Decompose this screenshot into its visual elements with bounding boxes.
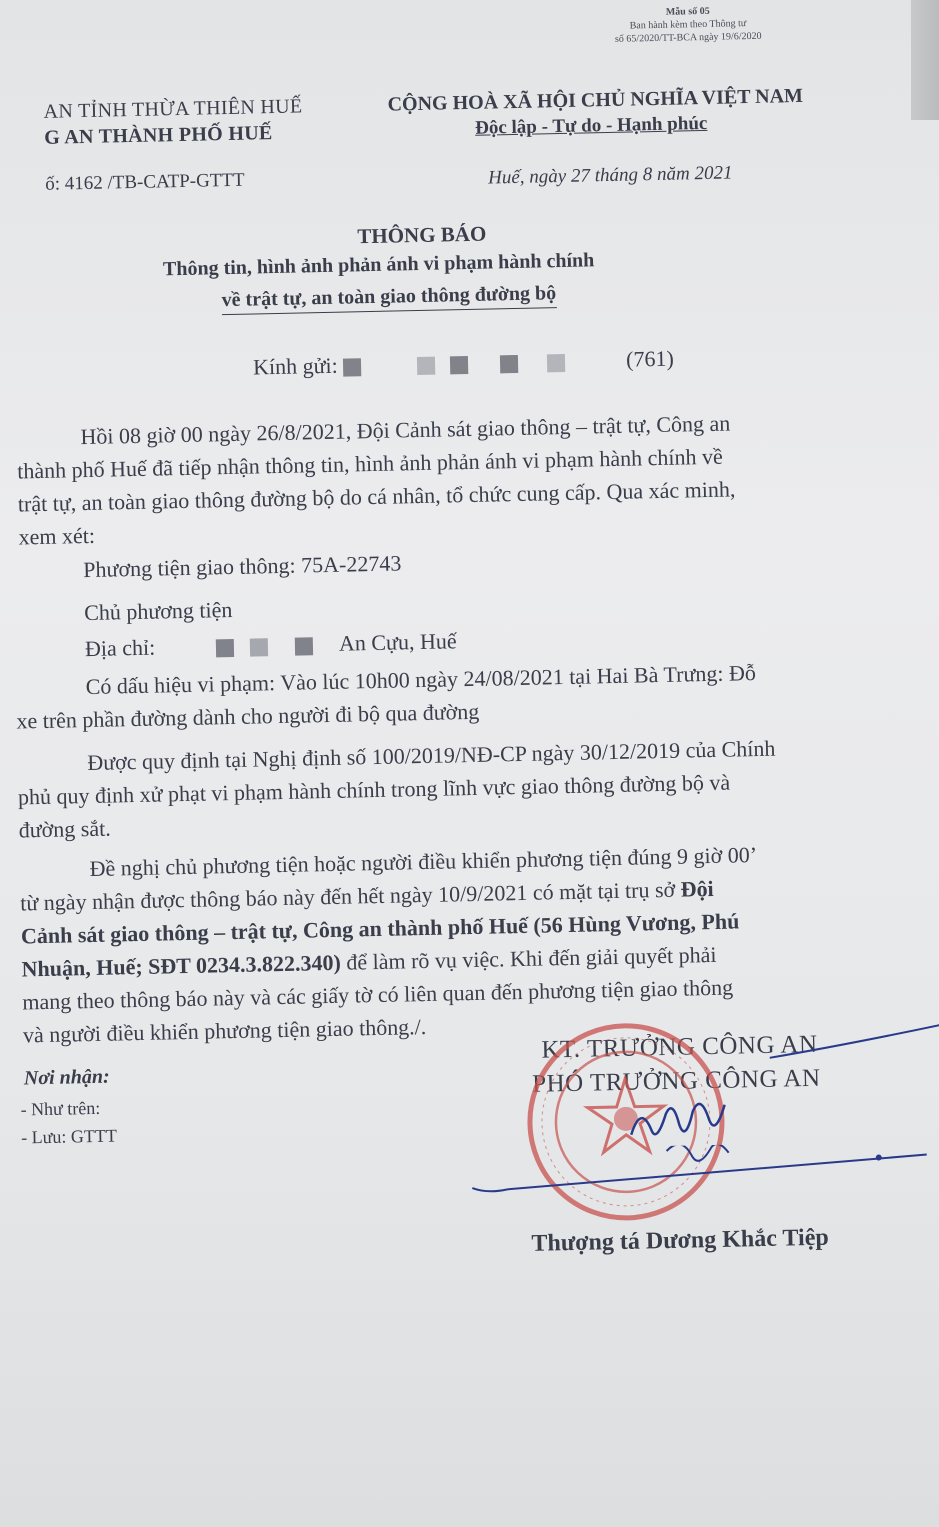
place-date: Huế, ngày 27 tháng 8 năm 2021 — [487, 162, 733, 189]
redacted-name-block — [417, 357, 435, 375]
body-p1-line3: trật tự, an toàn giao thông đường bộ do cá nhân, tổ chức cung cấp. Qua xác minh, — [17, 476, 736, 517]
signer-role1: KT. TRƯỞNG CÔNG AN — [541, 1030, 818, 1064]
vehicle-line: Phương tiện giao thông: 75A-22743 — [83, 550, 402, 583]
redacted-name-block — [547, 354, 565, 372]
document-number: ố: 4162 /TB-CATP-GTTT — [44, 169, 245, 195]
body-p1-line4: xem xét: — [18, 522, 96, 550]
law-line3: đường sắt. — [18, 815, 111, 843]
recipient-line — [253, 346, 674, 381]
signer-role2: PHÓ TRƯỞNG CÔNG AN — [531, 1064, 821, 1098]
form-ref-line3: số 65/2020/TT-BCA ngày 19/6/2020 — [614, 30, 762, 45]
nation-motto: Độc lập - Tự do - Hạnh phúc — [474, 112, 708, 139]
law-line2: phủ quy định xử phạt vi phạm hành chính trong lĩnh vực giao thông đường bộ và — [17, 769, 731, 810]
law-line1: Được quy định tại Nghị định số 100/2019/NĐ-CP ngày 30/12/2019 của Chính — [87, 735, 776, 776]
nation-name: CỘNG HOÀ XÃ HỘI CHỦ NGHĨA VIỆT NAM — [387, 84, 804, 116]
request-line4-text: để làm rõ vụ việc. Khi đến giải quyết phải — [340, 941, 717, 975]
doc-subtitle-2 — [221, 282, 556, 312]
form-reference — [588, 3, 789, 46]
form-ref-line1: Mẫu số 05 — [665, 5, 710, 18]
violation-line2: xe trên phần đường dành cho người đi bộ qua đường — [16, 698, 480, 734]
agency-line1: AN TỈNH THỪA THIÊN HUẾ — [43, 95, 303, 123]
request-line5: mang theo thông báo này và các giấy tờ có liên quan đến phương tiện giao thông — [22, 974, 734, 1015]
request-line3: Cảnh sát giao thông – trật tự, Công an thành phố Huế (56 Hùng Vương, Phú — [20, 908, 740, 949]
signature-scribble — [620, 1093, 731, 1155]
form-ref-line2: Ban hành kèm theo Thông tư — [629, 18, 747, 32]
recipients-item2: - Lưu: GTTT — [20, 1125, 118, 1148]
body-p1-line2: thành phố Huế đã tiếp nhận thông tin, hình ảnh phản ánh vi phạm hành chính về — [16, 443, 723, 484]
redacted-address-block — [295, 637, 313, 655]
address-line — [85, 624, 457, 665]
address-label: Địa chỉ: — [84, 634, 156, 662]
signature-tail — [769, 1020, 939, 1064]
request-line1: Đề nghị chủ phương tiện hoặc người điều khiển phương tiện đúng 9 giờ 00’ — [89, 842, 758, 882]
body-p1-line1: Hồi 08 giờ 00 ngày 26/8/2021, Đội Cảnh sát giao thông – trật tự, Công an — [80, 410, 731, 450]
redacted-address-block — [216, 639, 234, 657]
recipients-label: Nơi nhận: — [23, 1065, 110, 1090]
redacted-address-block — [250, 638, 268, 656]
address-value: An Cựu, Huế — [338, 628, 457, 656]
doc-title: THÔNG BÁO — [357, 221, 487, 249]
agency-line2: G AN THÀNH PHỐ HUẾ — [43, 122, 273, 149]
request-line4-emph: Nhuận, Huế; SĐT 0234.3.822.340) — [21, 949, 342, 982]
doc-subtitle-2-text: về trật tự, an toàn giao thông đường bộ — [221, 282, 556, 315]
redacted-name-block — [343, 358, 361, 376]
redacted-name-block — [450, 356, 468, 374]
owner-line: Chủ phương tiện — [83, 596, 233, 626]
request-line6: và người điều khiển phương tiện giao thông./. — [22, 1014, 427, 1048]
request-line2-text: từ ngày nhận được thông báo này đến hết ngày 10/9/2021 có mặt tại trụ sở — [19, 876, 676, 916]
recipient-label: Kính gửi: — [252, 352, 338, 380]
signer-name: Thượng tá Dương Khắc Tiệp — [531, 1224, 829, 1257]
violation-line1: Có dấu hiệu vi phạm: Vào lúc 10h00 ngày 24/08/2021 tại Hai Bà Trưng: Đỗ — [85, 660, 757, 700]
request-line2-emph: Đội — [680, 875, 714, 902]
recipients-item1: - Như trên: — [20, 1097, 101, 1120]
doc-subtitle-1: Thông tin, hình ảnh phản ánh vi phạm hành chính — [162, 249, 595, 281]
recipient-suffix: (761) — [625, 345, 675, 372]
redacted-name-block — [500, 355, 518, 373]
